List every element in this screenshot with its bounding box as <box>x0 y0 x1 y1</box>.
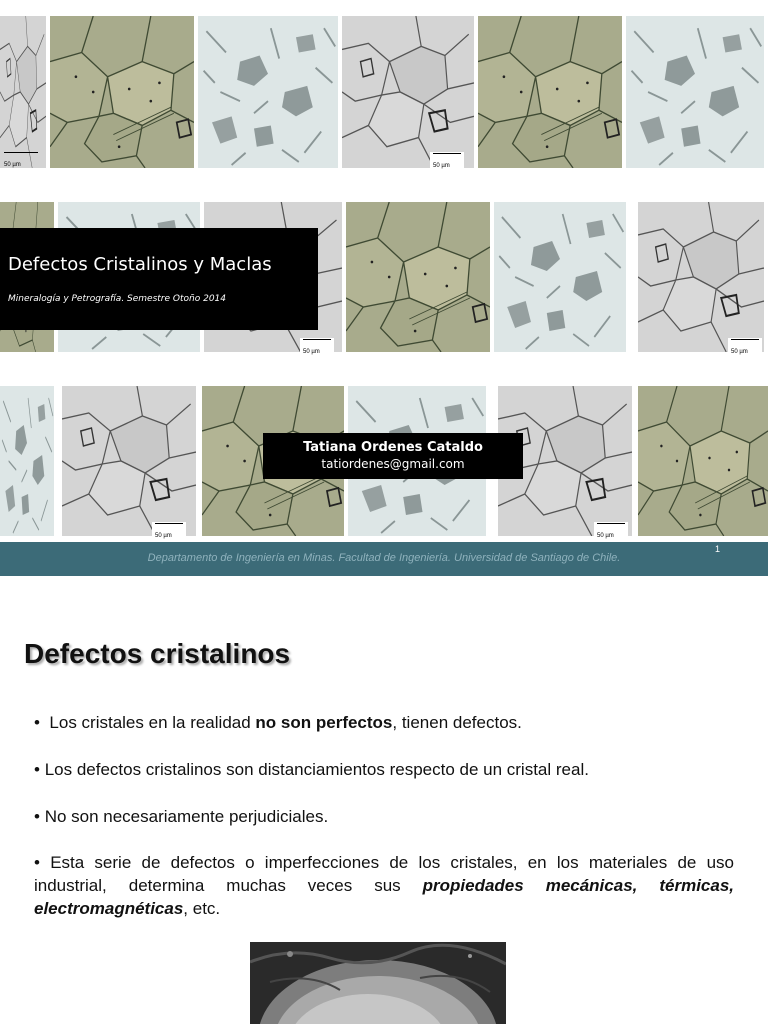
scale-bar: 50 µm <box>152 522 186 543</box>
micrograph-ice <box>0 386 54 536</box>
author-box <box>263 433 523 479</box>
presentation-title: Defectos Cristalinos y Maclas <box>8 254 272 275</box>
author-name: Tatiana Ordenes Cataldo <box>303 440 483 455</box>
micrograph-gray <box>638 202 764 352</box>
scale-bar: 50 µm <box>594 522 628 543</box>
micrograph-gray <box>0 16 46 168</box>
bullet-item: • Esta serie de defectos o imperfecciones de los cristales, en los materiales de uso industrial, determina muchas veces sus propiedades mecánicas, térmicas, electromagnéticas, etc. <box>34 853 735 918</box>
slide-heading: Defectos cristalinos <box>24 638 291 669</box>
footer-text: Departamento de Ingeniería en Minas. Facultad de Ingeniería. Universidad de Santiago de Chile. <box>147 552 621 564</box>
bullet-icon: • <box>34 713 50 732</box>
bullet-item: • Los defectos cristalinos son distanciamientos respecto de un cristal real. <box>34 760 589 779</box>
micrograph-ice <box>494 202 626 352</box>
bullet-item: • No son necesariamente perjudiciales. <box>34 807 329 826</box>
micrograph-ice <box>198 16 338 168</box>
author-email: tatiordenes@gmail.com <box>321 457 465 471</box>
page-number: 1 <box>714 544 720 554</box>
bullet-item: • Los cristales en la realidad no son perfectos, tienen defectos. <box>34 713 522 732</box>
bullet-icon: • <box>34 760 45 779</box>
micrograph-green <box>638 386 768 536</box>
title-box <box>0 228 318 330</box>
scale-bar: 50 µm <box>430 152 464 173</box>
footer-bar <box>0 542 768 576</box>
scale-bar: 50 µm <box>300 338 334 359</box>
bullet-icon: • <box>34 853 51 872</box>
scale-bar: 50 µm <box>728 338 762 359</box>
content-slide <box>0 578 768 1024</box>
crystal-photo <box>250 942 506 1024</box>
micrograph-green <box>346 202 490 352</box>
micrograph-green <box>50 16 194 168</box>
scale-bar: 50 µm <box>4 152 38 171</box>
micrograph-gray <box>62 386 196 536</box>
bullet-icon: • <box>34 807 45 826</box>
micrograph-gray <box>342 16 474 168</box>
micrograph-ice <box>626 16 764 168</box>
micrograph-green <box>478 16 622 168</box>
presentation-subtitle: Mineralogía y Petrografía. Semestre Otoño 2014 <box>8 294 227 304</box>
